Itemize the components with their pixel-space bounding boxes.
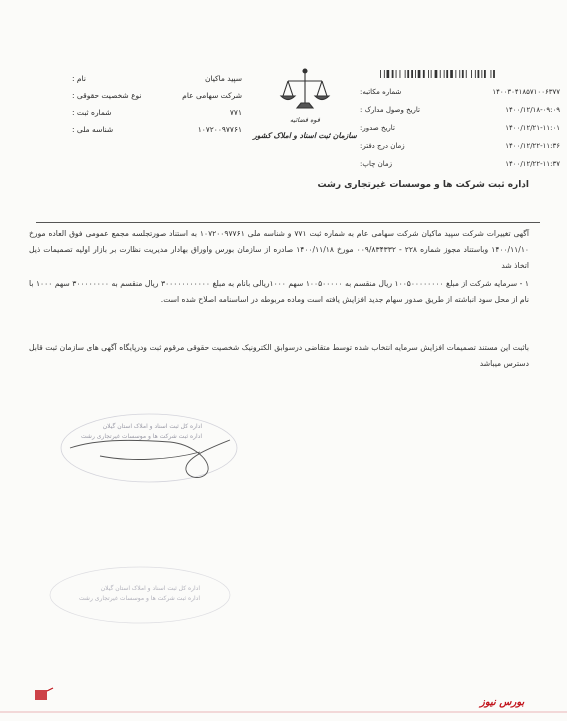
issue-date-row <box>360 119 560 137</box>
national-id-value: ۱۰۷۲۰۰۹۷۷۶۱ <box>197 125 242 134</box>
announcement-intro: آگهی تغییرات شرکت سپید ماکیان شرکت سهامی عام به شماره ثبت ۷۷۱ و شناسه ملی ۱۰۷۲۰۰۹۷۷۶۱ به استناد صورتجلسه مجمع عمومی فوق العاده مورخ ۱۴۰۰/۱۱/۱۰ وباستناد مجوز شماره ۲۲۸ - ۰۰۹/۸۳۴۳۳۲ مورخ ۱۴۰۰/۱۱/۱۸ صادره از سازمان بورس واوراق بهادار مدیریت نظارت بر بازار اولیه تصمیمات ذیل اتخاذ شد <box>29 229 530 270</box>
barcode-bar <box>384 70 385 78</box>
signature <box>60 418 240 488</box>
stamp-line-1: اداره کل ثبت اسناد و املاک استان گیلان <box>102 423 202 430</box>
barcode-bar <box>428 70 429 78</box>
faded-stamp-line-2: اداره ثبت شرکت ها و موسسات غیرتجاری رشت <box>79 595 200 602</box>
barcode-bar <box>435 70 438 78</box>
name-row <box>72 70 242 87</box>
name-value: سپید ماکیان <box>204 74 242 83</box>
entry-time-value: ۱۴۰۰/۱۲/۲۲-۱۱:۳۶ <box>505 142 560 150</box>
barcode-bar <box>405 70 406 78</box>
barcode-bar <box>380 70 381 78</box>
barcode-bar <box>411 70 413 78</box>
barcode-bar <box>484 70 486 78</box>
company-info-block <box>72 70 242 138</box>
receive-date-value: ۱۴۰۰/۱۲/۱۸-۰۹:۰۹ <box>505 106 560 114</box>
receive-date-row <box>360 101 560 119</box>
barcode-bar <box>446 70 448 78</box>
print-time-value: ۱۴۰۰/۱۲/۲۲-۱۱:۳۷ <box>505 160 560 168</box>
barcode-bar <box>440 70 441 78</box>
legal-type-row <box>72 87 242 104</box>
barcode-bar <box>396 70 397 78</box>
capital-increase-clause: ۱ - سرمایه شرکت از مبلغ ۱۰۰۵۰۰۰۰۰۰۰۰ ریال منقسم به ۱۰۰۵۰۰۰۰۰ سهم ۱۰۰۰ریالی بانام به مبلغ ۳۰۰۰۰۰۰۰۰۰۰۰ ریال منقسم به ۳۰۰۰۰۰۰۰۰ سهم ۱۰۰۰ با نام از محل سود انباشته از طریق صدور سهام جدید افزایش یافته است وماده مربوطه در اساسنامه اصلاح شده است. <box>29 279 529 304</box>
national-id-label: شناسه ملی : <box>72 125 114 134</box>
legal-type-label: نوع شخصیت حقوقی : <box>72 91 142 100</box>
name-label: نام : <box>72 74 86 83</box>
letter-number-row <box>360 83 560 101</box>
faded-stamp-line-1: اداره کل ثبت اسناد و املاک استان گیلان <box>100 585 200 592</box>
barcode-bar <box>444 70 445 78</box>
barcode-bar <box>481 70 482 78</box>
print-time-label: زمان چاپ: <box>360 160 393 168</box>
barcode-bar <box>392 70 394 78</box>
registration-note: باثبت این مستند تصمیمات افزایش سرمایه انتخاب شده توسط متقاضی درسوابق الکترونیک شخصیت حقوقی مرقوم ثبت ودرپایگاه آگهی های سازمان ثبت قابل دسترس میباشد <box>29 343 529 368</box>
letter-number-value: ۱۴۰۰۳۰۴۱۸۵۷۱۰۰۶۳۷۷ <box>492 88 560 96</box>
registration-org-title: سازمان ثبت اسناد و املاک کشور <box>253 131 357 140</box>
issue-date-value: ۱۴۰۰/۱۲/۲۱-۱۱:۰۱ <box>505 124 560 132</box>
entry-time-label: زمان درج دفتر: <box>360 142 405 150</box>
registration-row <box>72 104 242 121</box>
barcode-bar <box>418 70 421 78</box>
barcode-bar <box>423 70 425 78</box>
barcode <box>380 70 536 78</box>
footer-brand: بورس نیوز <box>480 697 525 708</box>
national-id-row <box>72 121 242 138</box>
barcode-bar <box>407 70 409 78</box>
faded-stamp <box>40 560 240 680</box>
barcode-bar <box>471 70 472 78</box>
office-title: اداره ثبت شرکت ها و موسسات غیرتجاری رشت <box>317 180 529 190</box>
barcode-bar <box>415 70 416 78</box>
legal-type-value: شرکت سهامی عام <box>182 91 242 100</box>
entry-time-row <box>360 137 560 155</box>
barcode-bar <box>493 70 495 78</box>
registration-value: ۷۷۱ <box>229 108 242 117</box>
letter-info-block <box>360 83 560 173</box>
barcode-bar <box>491 70 492 78</box>
barcode-bar <box>450 70 453 78</box>
barcode-bar <box>455 70 456 78</box>
letter-number-label: شماره مکاتبه: <box>360 88 402 96</box>
barcode-bar <box>466 70 467 78</box>
barcode-bar <box>478 70 480 78</box>
stamp-line-2: اداره ثبت شرکت ها و موسسات غیرتجاری رشت <box>81 433 202 440</box>
print-time-row <box>360 155 560 173</box>
barcode-bar <box>400 70 401 78</box>
barcode-bar <box>462 70 464 78</box>
barcode-bar <box>459 70 460 78</box>
barcode-bar <box>431 70 432 78</box>
barcode-bar <box>387 70 390 78</box>
receive-date-label: تاریخ وصول مدارک : <box>360 106 421 114</box>
registration-label: شماره ثبت : <box>72 108 112 117</box>
issue-date-label: تاریخ صدور: <box>360 124 395 132</box>
judiciary-title: قوه قضائیه <box>290 116 320 124</box>
divider <box>36 222 540 223</box>
brand-logo-icon <box>34 687 54 701</box>
barcode-bar <box>475 70 476 78</box>
footer-line <box>0 711 567 713</box>
